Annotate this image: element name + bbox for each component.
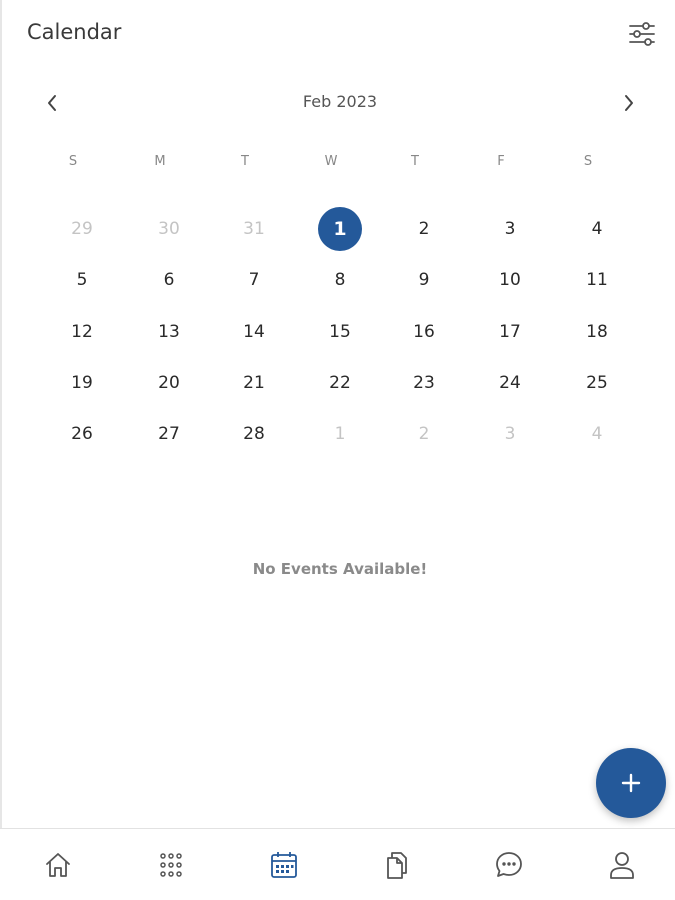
chat-icon	[491, 847, 527, 883]
month-label[interactable]: Feb 2023	[302, 92, 378, 111]
calendar-day[interactable]: 10	[499, 270, 521, 290]
weekday-label: T	[411, 154, 419, 169]
calendar-day[interactable]: 30	[158, 219, 180, 239]
calendar-day[interactable]: 6	[163, 270, 175, 290]
calendar-day[interactable]: 16	[413, 322, 435, 342]
weekday-label: T	[241, 154, 249, 169]
calendar-day[interactable]: 2	[418, 424, 430, 444]
calendar-day[interactable]: 2	[418, 219, 430, 239]
empty-events-message: No Events Available!	[252, 560, 428, 578]
calendar-day[interactable]: 28	[243, 424, 265, 444]
calendar-day[interactable]: 7	[248, 270, 260, 290]
add-event-button[interactable]	[596, 748, 666, 818]
nav-chat[interactable]	[491, 847, 527, 883]
calendar-day[interactable]: 25	[586, 373, 608, 393]
calendar-day[interactable]: 27	[158, 424, 180, 444]
calendar-day[interactable]: 22	[329, 373, 351, 393]
calendar-icon	[266, 847, 302, 883]
app-header	[0, 0, 675, 68]
calendar-day[interactable]: 9	[418, 270, 430, 290]
calendar-grid	[0, 204, 675, 464]
calendar-day[interactable]: 20	[158, 373, 180, 393]
nav-home[interactable]	[40, 847, 76, 883]
calendar-day[interactable]: 21	[243, 373, 265, 393]
calendar-day[interactable]: 19	[71, 373, 93, 393]
calendar-day[interactable]: 4	[591, 424, 603, 444]
calendar-day[interactable]: 1	[334, 424, 346, 444]
calendar-day[interactable]: 3	[504, 424, 516, 444]
user-icon	[604, 847, 640, 883]
calendar-day[interactable]: 3	[504, 219, 516, 239]
calendar-day[interactable]: 8	[334, 270, 346, 290]
calendar-day[interactable]: 24	[499, 373, 521, 393]
calendar-day[interactable]: 17	[499, 322, 521, 342]
calendar-day[interactable]: 4	[591, 219, 603, 239]
calendar-day[interactable]: 15	[329, 322, 351, 342]
sliders-icon	[624, 18, 660, 50]
grid-icon	[153, 847, 189, 883]
next-month-button[interactable]	[611, 84, 647, 120]
page-title: Calendar	[27, 20, 122, 44]
plus-icon	[619, 771, 643, 795]
selected-day[interactable]: 1	[318, 207, 362, 251]
weekday-header	[0, 154, 675, 174]
bottom-navigation	[0, 828, 675, 900]
documents-icon	[379, 847, 415, 883]
month-navigator	[0, 84, 675, 120]
weekday-label: S	[68, 154, 78, 169]
calendar-day[interactable]: 13	[158, 322, 180, 342]
nav-documents[interactable]	[379, 847, 415, 883]
calendar-day[interactable]: 23	[413, 373, 435, 393]
weekday-label: S	[583, 154, 593, 169]
nav-calendar[interactable]	[266, 847, 302, 883]
nav-apps[interactable]	[153, 847, 189, 883]
calendar-day[interactable]: 31	[243, 219, 265, 239]
calendar-day[interactable]: 14	[243, 322, 265, 342]
chevron-right-icon	[611, 84, 647, 120]
calendar-day[interactable]: 5	[76, 270, 88, 290]
calendar-day[interactable]: 18	[586, 322, 608, 342]
home-icon	[40, 847, 76, 883]
calendar-day[interactable]: 12	[71, 322, 93, 342]
calendar-day[interactable]: 11	[586, 270, 608, 290]
nav-profile[interactable]	[604, 847, 640, 883]
calendar-day[interactable]: 26	[71, 424, 93, 444]
weekday-label: M	[154, 154, 166, 169]
weekday-label: F	[497, 154, 505, 169]
filter-button[interactable]	[624, 18, 660, 50]
weekday-label: W	[324, 154, 338, 169]
calendar-day[interactable]: 29	[71, 219, 93, 239]
